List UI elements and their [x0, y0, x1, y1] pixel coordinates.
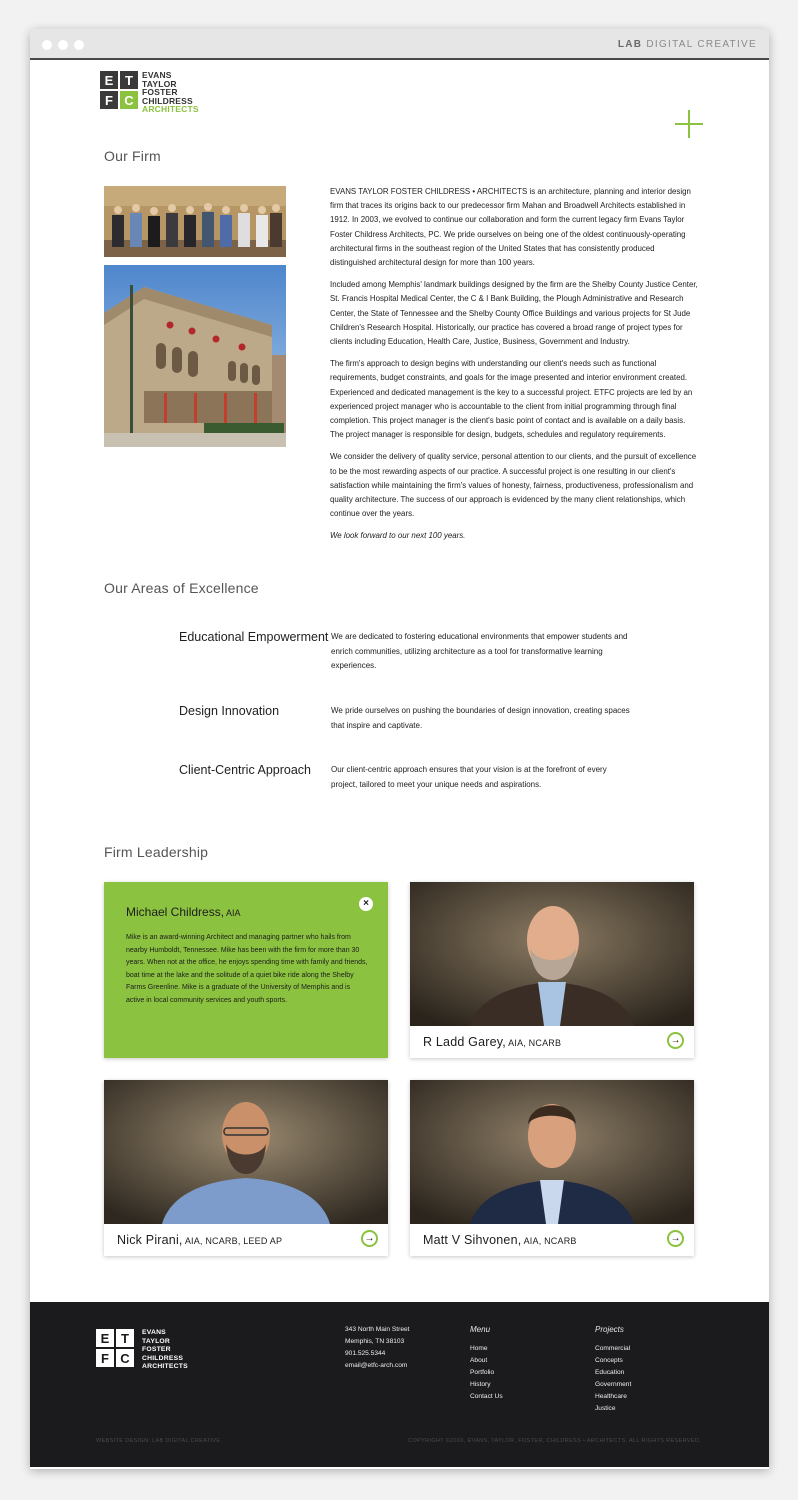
page-content — [30, 60, 769, 1467]
area-text: Our client-centric approach ensures that your vision is at the forefront of every project, tailored to meet your unique needs and aspirations. — [331, 765, 607, 789]
arrow-right-icon[interactable]: → — [361, 1230, 378, 1247]
footer-project-link[interactable]: Concepts — [595, 1357, 623, 1364]
building-photo — [104, 265, 286, 447]
firm-paragraph: The firm's approach to design begins with understanding our client's needs such as functional requirements, budget constraints, and goals for the image presented and interior environment created. Experienced and dedicated management is the key to a successful project. ETFC projects are led by an experienced project manager who is accountable to the client from initial programming through final completion. This project manager is the client's basic point of contact and is available on a daily basis. The project manager is responsible for design, budgets, schedules and regulatory requirements. — [330, 359, 693, 440]
logo-name: EVANS — [142, 70, 172, 80]
logo-names — [142, 1329, 188, 1372]
window-dot-icon[interactable] — [42, 40, 52, 50]
browser-window — [30, 29, 769, 1469]
leader-card[interactable] — [410, 882, 694, 1058]
logo-letter: T — [120, 71, 138, 89]
leader-name: R Ladd Garey, AIA, NCARB — [423, 1035, 562, 1049]
firm-paragraph: EVANS TAYLOR FOSTER CHILDRESS • ARCHITECTS is an architecture, planning and interior design firm that traces its origins back to our predecessor firm Mahan and Broadwell Architects established in 1912. In 2003, we evolved to continue our collaboration and form the current legacy firm Evans Taylor Foster Childress Architects, PC. We pride ourselves on being one of the oldest continuously-operating architectural firms in the southeast region of the United States that has consistently produced distinguished architectural design for more than 100 years. — [330, 187, 691, 268]
footer-project-link[interactable]: Government — [595, 1381, 632, 1388]
footer-address — [345, 1324, 410, 1372]
arrow-right-icon[interactable]: → — [667, 1230, 684, 1247]
area-title: Educational Empowerment — [179, 630, 329, 644]
logo-letter: F — [96, 1349, 114, 1367]
footer-menu-link[interactable]: About — [470, 1357, 488, 1364]
footer-credit[interactable]: WEBSITE DESIGN: LAB DIGITAL CREATIVE — [96, 1438, 221, 1444]
logo-name: FOSTER — [142, 1346, 171, 1354]
logo-accent: ARCHITECTS — [142, 104, 199, 114]
leader-photo — [104, 1080, 388, 1224]
logo-name: TAYLOR — [142, 78, 177, 89]
logo-name: EVANS — [142, 1329, 166, 1336]
logo-letter: C — [120, 91, 138, 109]
firm-description — [330, 185, 698, 552]
window-dot-icon[interactable] — [74, 40, 84, 50]
site-footer — [30, 1302, 769, 1467]
browser-title: LAB DIGITAL CREATIVE — [617, 39, 757, 50]
footer-project-link[interactable]: Education — [595, 1369, 625, 1376]
section-title-excellence: Our Areas of Excellence — [104, 580, 259, 596]
phone-link[interactable]: 901.525.5344 — [345, 1350, 386, 1357]
area-title: Design Innovation — [179, 704, 280, 718]
footer-menu-link[interactable]: Home — [470, 1345, 488, 1352]
leader-name: Matt V Sihvonen, AIA, NCARB — [423, 1233, 577, 1247]
close-icon[interactable]: × — [359, 897, 373, 911]
logo-letter: E — [100, 71, 118, 89]
footer-projects — [595, 1324, 631, 1415]
leader-card[interactable] — [410, 1080, 694, 1256]
footer-project-link[interactable]: Healthcare — [595, 1393, 627, 1400]
logo-name: CHILDRESS — [142, 1354, 184, 1362]
leader-bio: Mike is an award-winning Architect and managing partner who hails from nearby Humboldt, Tennessee. Mike has been with the firm for more than 30 years. When not at the office, he enjoys spending time with family and friends, boat time at the lake and the solitude of a quiet bike ride along the Shelby Farms Greenline. Mike is a graduate of the University of Memphis and is active in local community services and youth sports. — [126, 934, 368, 1004]
area-text: We pride ourselves on pushing the boundaries of design innovation, creating spaces that inspire and captivate. — [331, 706, 630, 730]
section-title-our-firm: Our Firm — [104, 148, 161, 164]
section-title-leadership: Firm Leadership — [104, 844, 209, 860]
footer-copyright: COPYRIGHT ©2016, EVANS, TAYLOR, FOSTER, CHILDRESS • ARCHITECTS. ALL RIGHTS RESERVED. — [408, 1438, 702, 1444]
leader-photo — [410, 1080, 694, 1224]
footer-project-link[interactable]: Justice — [595, 1405, 616, 1412]
address-line: Memphis, TN 38103 — [345, 1338, 405, 1345]
leader-card-expanded[interactable] — [104, 882, 388, 1058]
logo-letter: T — [116, 1329, 134, 1347]
team-photo — [104, 186, 286, 257]
footer-menu-title: Menu — [470, 1325, 491, 1334]
leader-card[interactable] — [104, 1080, 388, 1256]
arrow-right-icon[interactable]: → — [667, 1032, 684, 1049]
logo-letter: F — [100, 91, 118, 109]
leader-name: Michael Childress, AIA — [126, 905, 241, 919]
footer-projects-title: Projects — [595, 1325, 624, 1334]
logo-names — [142, 71, 199, 114]
logo-accent: ARCHITECTS — [142, 1363, 188, 1371]
firm-paragraph: Included among Memphis' landmark buildings designed by the firm are the Shelby County Justice Center, St. Francis Hospital Medical Center, the C & I Bank Building, the Plough Administrative and Research Center, the State of Tennessee and the Shelby County Office Buildings and various projects for St Jude Children's Research Hospital. Historically, our practice has covered a broad range of project types for clients including Education, Health Care, Justice, Business, Government and Industry. — [330, 280, 698, 347]
site-logo[interactable] — [100, 71, 199, 114]
logo-grid — [100, 71, 138, 109]
logo-letter: E — [96, 1329, 114, 1347]
area-title: Client-Centric Approach — [179, 763, 312, 777]
logo-grid — [96, 1329, 134, 1367]
plus-icon[interactable] — [675, 110, 703, 138]
footer-menu-link[interactable]: Contact Us — [470, 1393, 503, 1400]
browser-chrome — [30, 29, 769, 60]
footer-menu-link[interactable]: History — [470, 1381, 491, 1388]
window-dot-icon[interactable] — [58, 40, 68, 50]
footer-project-link[interactable]: Commercial — [595, 1345, 631, 1352]
footer-menu — [470, 1324, 503, 1403]
logo-name: CHILDRESS — [142, 95, 193, 106]
leader-name: Nick Pirani, AIA, NCARB, LEED AP — [117, 1233, 283, 1247]
email-link[interactable]: email@etfc-arch.com — [345, 1362, 408, 1369]
footer-menu-link[interactable]: Portfolio — [470, 1369, 495, 1376]
area-text: We are dedicated to fostering educational environments that empower students and enrich communities, utilizing architecture as a tool for transformative learning experiences. — [331, 632, 628, 670]
firm-closing: We look forward to our next 100 years. — [330, 531, 466, 541]
logo-name: TAYLOR — [142, 1337, 171, 1345]
firm-paragraph: We consider the delivery of quality service, personal attention to our clients, and the pursuit of excellence to be the most rewarding aspects of our practice. A successful project is one resulting in our client's satisfaction while maintaining the firm's values of honesty, fairness, productiveness, professionalism and quality architecture. The success of our approach is evidenced by the many client relationships, which continue over the years. — [330, 452, 697, 519]
leader-photo — [410, 882, 694, 1026]
logo-name: FOSTER — [142, 87, 178, 97]
address-line: 343 North Main Street — [345, 1326, 410, 1333]
footer-logo[interactable] — [96, 1329, 188, 1372]
logo-letter: C — [116, 1349, 134, 1367]
